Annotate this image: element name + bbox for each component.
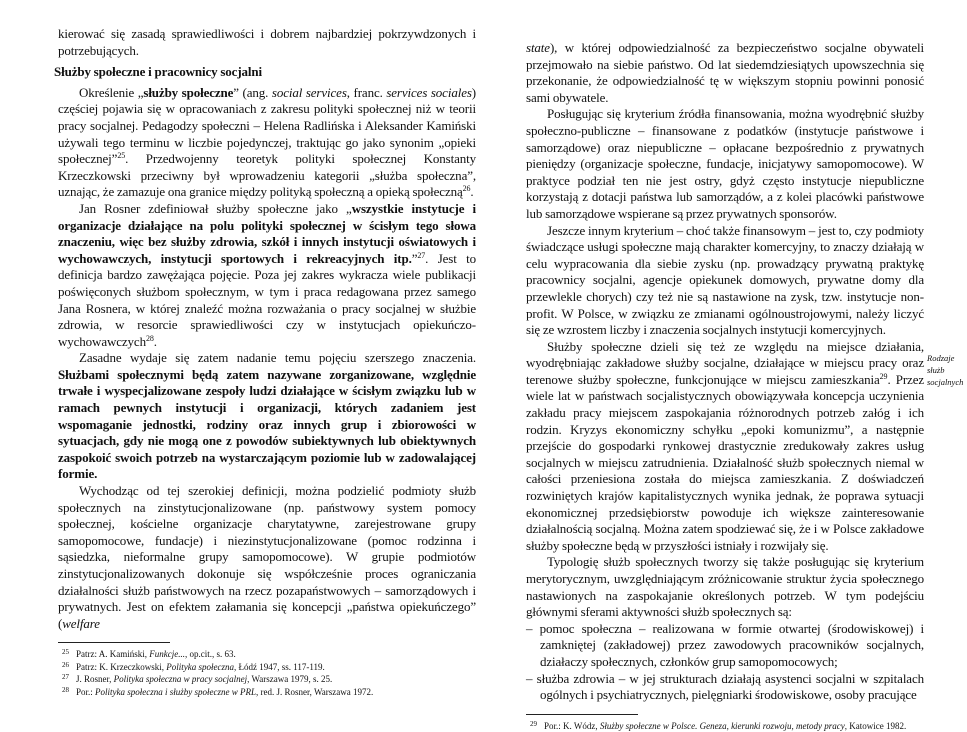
- left-page-body: [54, 26, 477, 632]
- text-run: Służbami społecznymi będą zatem nazywane zorganizowane, względnie trwałe i wyspecjalizowane zespoły ludzi działające w ścisłym związku lub w ramach pewnych instytucji i organizacji, których zadaniem jest wspomaganie jednostki, rodziny oraz innych grup i zbiorowości w sytuacjach, gdy nie mogą one z powodów subiektywnych lub obiektywnych zaspokoić swoich potrzeb na wystarczającym poziomie lub w zadowalającej formie.: [58, 366, 476, 482]
- text-run: wszystkie instytucje i organizacje działające na polu polityki społecznej w ścisłym tego słowa znaczeniu, więc bez służby zdrowia, szkół i innych instytucji oświatowych i wychowawczych, instytucji sportowych i rekreacyjnych itp.: [58, 200, 477, 266]
- paragraph: [526, 554, 924, 620]
- text-run: Służby społeczne dzieli się też ze względu na miejsce działania, wyodrębniając zakładowe służby socjalne, działające w miejscu pracy oraz terenowe służby społeczne, funkcjonujące w miejscu zamieszkania: [526, 338, 924, 387]
- margin-note: Rodzaje służb socjalnych: [927, 353, 964, 387]
- text-run: .: [470, 184, 474, 200]
- right-footnote-divider: [526, 714, 638, 715]
- text-run: state: [526, 40, 550, 55]
- paragraph: [58, 350, 476, 483]
- text-run: social services: [271, 84, 347, 100]
- text-run: welfare: [62, 615, 100, 631]
- paragraph: [526, 40, 924, 106]
- text-run: , Łódź 1947, ss. 117-119.: [233, 661, 325, 672]
- text-run: Polityka społeczna w pracy socjalnej: [113, 674, 248, 685]
- text-run: Zasadne wydaje się zatem nadanie temu pojęciu szerszego znaczenia.: [79, 350, 476, 366]
- paragraph: [526, 106, 924, 222]
- text-run: Patrz: A. Kamiński,: [76, 649, 150, 660]
- text-run: kierować się zasadą sprawiedliwości i dobrem najbardziej pokrzywdzonych i potrzebujących.: [58, 26, 476, 58]
- footnote: [62, 673, 476, 686]
- text-run: Polityka społeczna: [166, 661, 234, 672]
- text-run: Posługując się kryterium źródła finansowania, można wyodrębnić służby społeczno-publiczne – finansowane z podatków (instytucje państwowe i samorządowe) oraz niepubliczne – opłacane bezpośrednio z prywatnych pieniędzy (organizacje społeczne, fundacje, inicjatywy samopomocowe). W praktyce podział ten nie jest ostry, gdyż często instytucje niepubliczne korzystają z dotacji państwa lub samorządów, a z kolei placówki państwowe lub samorządowe wspierane są przez prywatnych sponsorów.: [526, 106, 924, 221]
- paragraph: [58, 85, 476, 201]
- left-footnotes: [58, 648, 476, 698]
- text-run: Funkcje...: [149, 649, 185, 660]
- text-run: , franc.: [346, 84, 387, 100]
- footnote-number: 27: [62, 673, 69, 682]
- footnote: [62, 686, 476, 699]
- section-heading: [54, 64, 476, 81]
- footnote-ref: 25: [117, 151, 126, 161]
- text-run: J. Rosner,: [76, 674, 114, 685]
- text-run: Służby społeczne w Polsce. Geneza, kierunki rozwoju, metody pracy: [599, 720, 845, 731]
- text-run: ), w której odpowiedzialność za bezpieczeństwo socjalne obywateli przejmowało na siebie państwo. Od lat siedemdziesiątych upowszechnia się przekonanie, że odpowiedzialność tę w większym stopniu powinni ponosić sami obywatele.: [526, 40, 924, 105]
- text-run: services sociales: [386, 84, 472, 100]
- text-run: Jeszcze innym kryterium – choć także finansowym – jest to, czy podmioty świadczące usługi społeczne mają charakter komercyjny, to znaczy działają w celu wypracowania dla siebie zysku (np. prowadzący prywatną praktykę pracownicy socjalni, agencje opiekunek domowych, prywatne domy dla przewlekle chorych) czy też nie są nastawione na zysk, tzw. instytucje non-profit. W Polsce, w związku ze zmianami ogólnoustrojowymi, należy liczyć się ze wzrostem liczby i znaczenia socjalnych instytucji komercyjnych.: [526, 222, 924, 338]
- text-run: Polityka społeczna i służby społeczne w PRL: [95, 686, 256, 697]
- right-page: [526, 40, 924, 732]
- footnote-number: 29: [530, 719, 537, 728]
- text-run: . Przez wiele lat w państwach socjalistycznych obowiązywała koncepcja uczynienia zakładu pracy miejscem zaspokajania różnorodnych potrzeb załóg i ich rodzin. Kryzys ekonomiczny schyłku „epoki komunizmu”, a następnie przejście do gospodarki rynkowej drastycznie zredukowały zakres usług socjalnych w miejscu zatrudnienia. Działalność służb społecznych niemal w całości przeniesiona została do miejsca zamieszkania. Z doświadczeń rozwiniętych krajów kapitalistycznych wynika jednak, że poprawa sytuacji ekonomicznej przedsiębiorstw powoduje ich większe zainteresowanie działalnością socjalną. Można zatem spodziewać się, że i w Polsce zakładowe służby społeczne będą w przyszłości istniały i rozwijały się.: [526, 371, 924, 553]
- left-footnote-divider: [58, 642, 170, 643]
- text-run: Określenie „: [79, 84, 144, 100]
- text-run: – pomoc społeczna – realizowana w formie otwartej (środowiskowej) i zamkniętej (zakładowej) przez zawodowych pracowników socjalnych, działaczy społecznych, członków grup samopomocowych;: [526, 620, 924, 669]
- paragraph: [526, 223, 924, 339]
- footnote-ref: 29: [879, 371, 888, 381]
- paragraph: [526, 339, 924, 555]
- text-run: , Katowice 1982.: [844, 720, 907, 731]
- text-run: Typologię służb społecznych tworzy się także posługując się kryterium merytorycznym, uwzględniającym zróżnicowanie struktur życia społecznego nastawionych na zaspokajanie określonych potrzeb. W tym podejściu głównymi sferami aktywności służb społecznych są:: [526, 554, 924, 620]
- text-run: , red. J. Rosner, Warszawa 1972.: [256, 686, 374, 697]
- text-run: Patrz: K. Krzeczkowski,: [76, 661, 167, 672]
- right-footnotes: [526, 720, 924, 732]
- footnote: [530, 720, 924, 732]
- text-run: , Warszawa 1979, s. 25.: [247, 674, 333, 685]
- footnote-number: 26: [62, 660, 69, 669]
- paragraph: [58, 201, 476, 350]
- text-run: .: [153, 333, 157, 349]
- text-run: służby społeczne: [143, 84, 234, 100]
- footnote-number: 28: [62, 685, 69, 694]
- list-item: [526, 671, 924, 704]
- paragraph: [58, 26, 476, 59]
- text-run: , op.cit., s. 63.: [184, 649, 236, 660]
- footnote-ref: 26: [462, 184, 471, 194]
- text-run: ) częściej pojawia się w opracowaniach z zakresu polityki społecznej niż w teorii pracy socjalnej. Pedagodzy społeczni – Helena Radlińska i Aleksander Kamiński używali tego terminu w liczbie pojedynczej, traktując go jako synonim „opieki społecznej”: [58, 84, 476, 167]
- footnote: [62, 648, 476, 661]
- footnote-number: 25: [62, 648, 69, 657]
- footnote-ref: 28: [145, 333, 154, 343]
- text-run: Por.: K. Wódz,: [544, 720, 600, 731]
- list-item: [526, 621, 924, 671]
- text-run: Wychodząc od tej szerokiej definicji, można podzielić podmioty służb społecznych na zinstytucjonalizowane (np. państwowy system pomocy społecznej, kościelne organizacje charytatywne, zarejestrowane grupy samopomocowe, fundacje) i niezinstytucjonalizowane (pomoc rodzinna i sąsiedzka, nieformalne grupy samopomocowe). W grupie podmiotów zinstytucjonalizowanych dokonuje się współcześnie proces ograniczania działalności służb państwowych na rzecz pozapaństwowych – samorządowych i prywatnych. Jest on efektem załamania się koncepcji „państwa opiekuńczego” (: [58, 483, 476, 631]
- paragraph: [58, 483, 476, 632]
- text-run: Por.:: [76, 686, 96, 697]
- left-page: [54, 26, 477, 698]
- text-run: Jan Rosner zdefiniował służby społeczne jako „: [79, 200, 352, 216]
- text-run: ”: [411, 250, 418, 266]
- text-run: ” (ang.: [233, 84, 272, 100]
- footnote: [62, 661, 476, 674]
- right-page-body: [526, 40, 924, 704]
- text-run: – służba zdrowia – w jej strukturach działają asystenci socjalni w szpitalach ogólnych i psychiatrycznych, pielęgniarki środowiskowe, osoby pracujące: [526, 670, 924, 703]
- text-run: . Przedwojenny teoretyk polityki społecznej Konstanty Krzeczkowski przeciwny był wprowadzeniu kategorii „służba społeczna”, uznając, że zamazuje ona granice między polityką społeczną a opieką społeczną: [58, 151, 476, 200]
- text-run: Służby społeczne i pracownicy socjalni: [54, 64, 263, 80]
- footnote-ref: 27: [417, 250, 426, 260]
- text-run: . Jest to definicja bardzo zawężająca pojęcie. Poza jej zakres wykracza wiele publikacji poświęconych służbom społecznym, w tym i praca redagowana przez samego Jana Rosnera, w której znaleźć można rozważania o pracy socjalnej w służbie zdrowia, w resorcie sprawiedliwości czy w instytucjach opiekuńczo-wychowawczych: [58, 250, 476, 349]
